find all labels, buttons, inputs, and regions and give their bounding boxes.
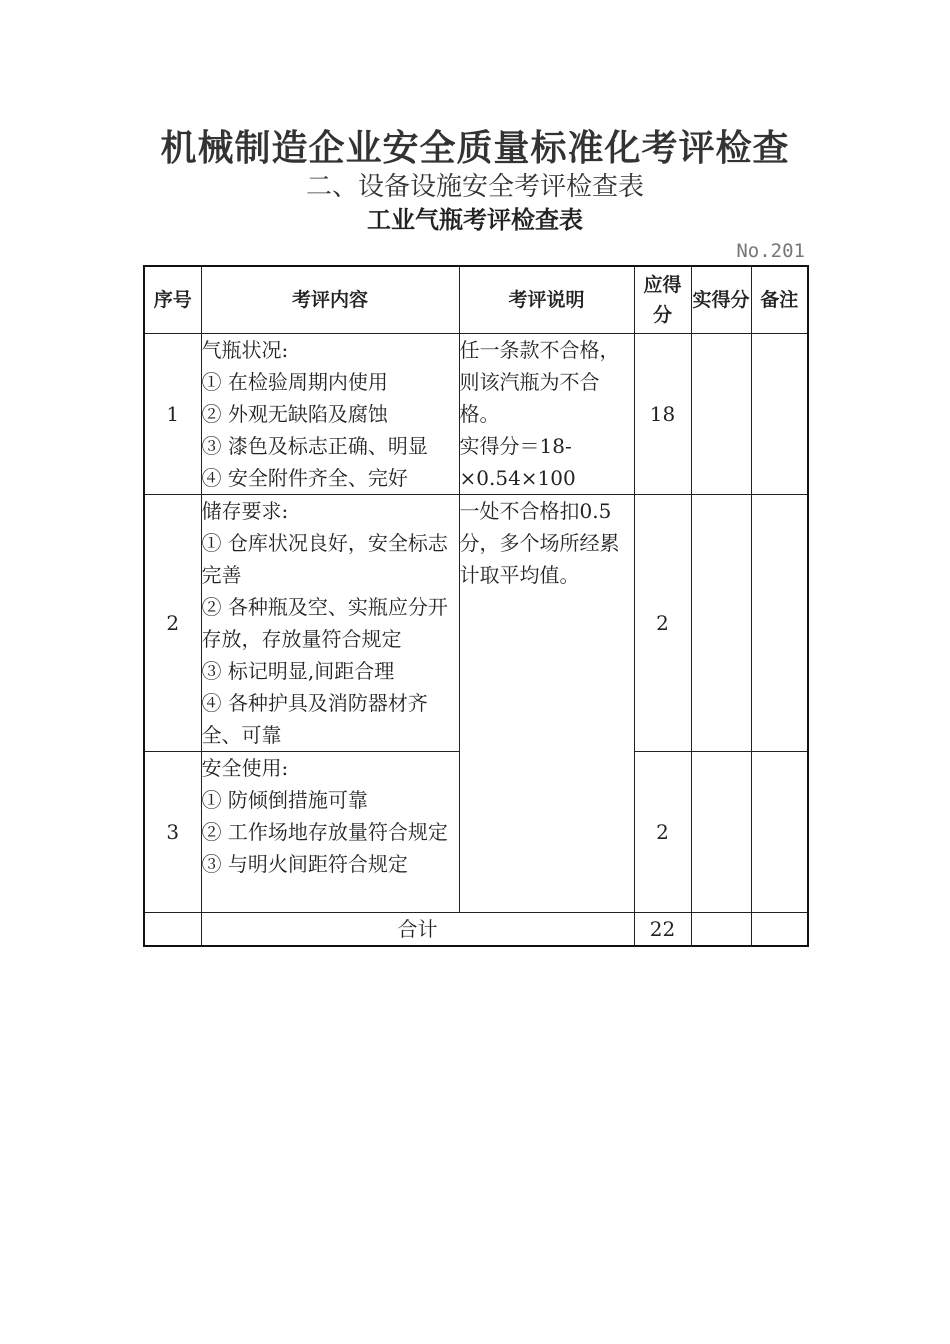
- total-label: 合计: [201, 912, 634, 946]
- row-content: 气瓶状况: ① 在检验周期内使用 ② 外观无缺陷及腐蚀 ③ 漆色及标志正确、明显 ④ 安全附件齐全、完好: [201, 333, 459, 494]
- inspection-table: [143, 265, 809, 947]
- row-content: 安全使用: ① 防倾倒措施可靠 ② 工作场地存放量符合规定 ③ 与明火间距符合规定: [201, 751, 459, 912]
- header-description: 考评说明: [459, 266, 634, 333]
- row-description: 任一条款不合格，则该汽瓶为不合格。 实得分＝18- ×0.54×100: [459, 333, 634, 494]
- row-actual-score[interactable]: [691, 751, 751, 912]
- row-due-score: 2: [634, 751, 691, 912]
- row-description: 一处不合格扣0.5分，多个场所经累计取平均值。: [459, 494, 634, 912]
- row-seq: 1: [144, 333, 201, 494]
- total-remark[interactable]: [751, 912, 808, 946]
- header-content: 考评内容: [201, 266, 459, 333]
- table-row: [144, 494, 808, 751]
- total-actual-score[interactable]: [691, 912, 751, 946]
- row-seq: 2: [144, 494, 201, 751]
- table-header-row: [144, 266, 808, 333]
- row-content: 储存要求: ① 仓库状况良好，安全标志完善 ② 各种瓶及空、实瓶应分开存放，存放量符合规定 ③ 标记明显,间距合理 ④ 各种护具及消防器材齐全、可靠: [201, 494, 459, 751]
- row-remark[interactable]: [751, 494, 808, 751]
- header-remark: 备注: [751, 266, 808, 333]
- header-actual-score: 实得分: [691, 266, 751, 333]
- total-row: [144, 912, 808, 946]
- row-actual-score[interactable]: [691, 333, 751, 494]
- total-due-score: 22: [634, 912, 691, 946]
- row-seq: 3: [144, 751, 201, 912]
- table-row: [144, 333, 808, 494]
- row-due-score: 2: [634, 494, 691, 751]
- header-due-score: 应得分: [634, 266, 691, 333]
- row-remark[interactable]: [751, 333, 808, 494]
- table-title: 工业气瓶考评检查表: [367, 206, 583, 234]
- section-subtitle: 二、设备设施安全考评检查表: [305, 172, 644, 202]
- header-seq: 序号: [144, 266, 201, 333]
- row-remark[interactable]: [751, 751, 808, 912]
- document-number: No.201: [736, 240, 805, 262]
- row-due-score: 18: [634, 333, 691, 494]
- total-seq-cell: [144, 912, 201, 946]
- document-title: 机械制造企业安全质量标准化考评检查: [160, 127, 790, 169]
- row-actual-score[interactable]: [691, 494, 751, 751]
